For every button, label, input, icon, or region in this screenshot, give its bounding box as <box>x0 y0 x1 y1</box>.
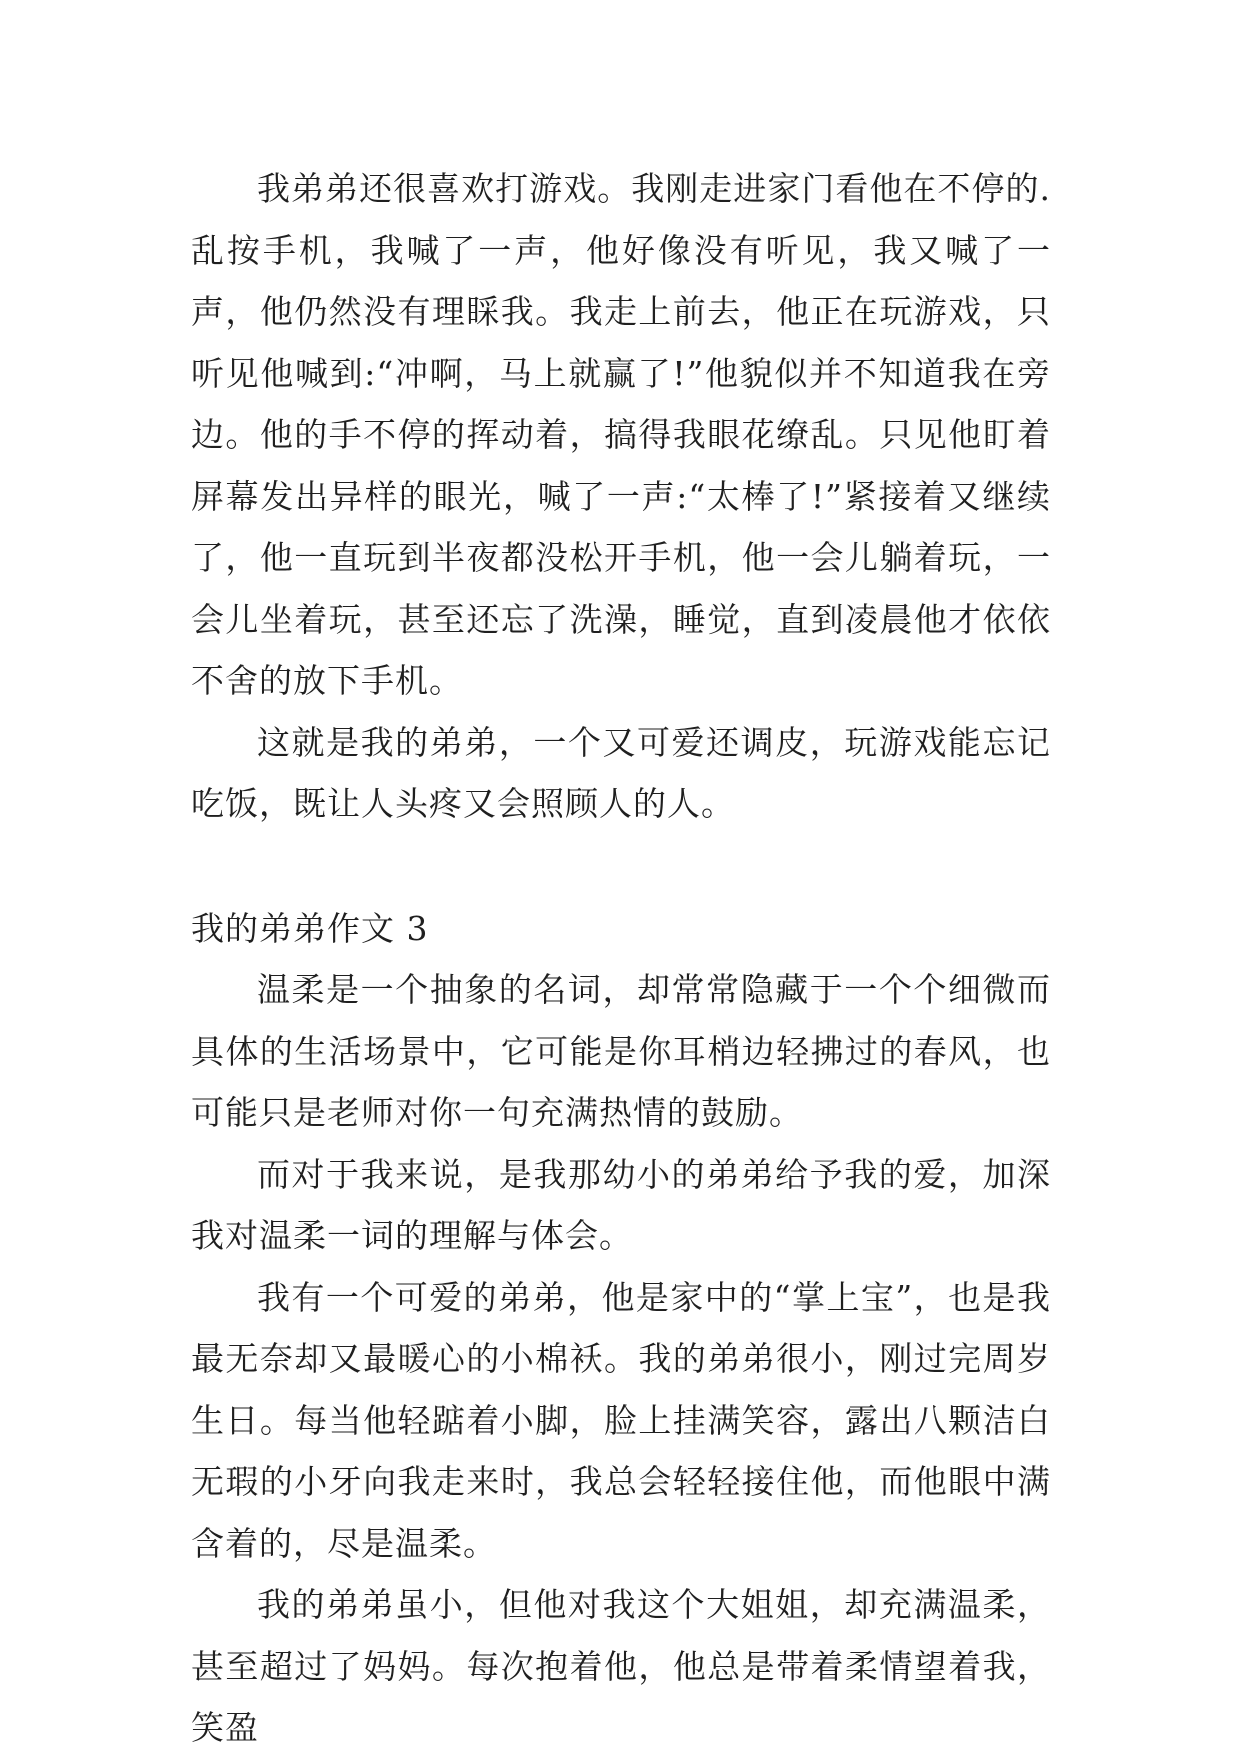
paragraph-gentleness-intro: 温柔是一个抽象的名词，却常常隐藏于一个个细微而具体的生活场景中，它可能是你耳梢边轻拂过的春风，也可能只是老师对你一句充满热情的鼓励。 <box>191 970 1051 1132</box>
paragraph-brother-love: 而对于我来说，是我那幼小的弟弟给予我的爱，加深我对温柔一词的理解与体会。 <box>191 1154 1051 1255</box>
paragraph-brother-gentle: 我的弟弟虽小，但他对我这个大姐姐，却充满温柔，甚至超过了妈妈。每次抱着他，他总是带着柔情望着我，笑盈 <box>191 1585 1051 1747</box>
section-title: 我的弟弟作文 3 <box>191 908 429 948</box>
paragraph-brother-summary: 这就是我的弟弟，一个又可爱还调皮，玩游戏能忘记吃饭，既让人头疼又会照顾人的人。 <box>191 722 1051 823</box>
document-body <box>191 158 1051 1759</box>
paragraph-brother-description: 我有一个可爱的弟弟，他是家中的“掌上宝”，也是我最无奈却又最暖心的小棉袄。我的弟弟很小，刚过完周岁生日。每当他轻踮着小脚，脸上挂满笑容，露出八颗洁白无瑕的小牙向我走来时，我总会轻轻接住他，而他眼中满含着的，尽是温柔。 <box>191 1277 1051 1563</box>
paragraph-brother-games: 我弟弟还很喜欢打游戏。我刚走进家门看他在不停的.乱按手机，我喊了一声，他好像没有听见，我又喊了一声，他仍然没有理睬我。我走上前去，他正在玩游戏，只听见他喊到:“冲啊，马上就赢了!”他貌似并不知道我在旁边。他的手不停的挥动着，搞得我眼花缭乱。只见他盯着屏幕发出异样的眼光，喊了一声:“太棒了!”紧接着又继续了，他一直玩到半夜都没松开手机，他一会儿躺着玩，一会儿坐着玩，甚至还忘了洗澡，睡觉，直到凌晨他才依依不舍的放下手机。 <box>191 169 1051 700</box>
